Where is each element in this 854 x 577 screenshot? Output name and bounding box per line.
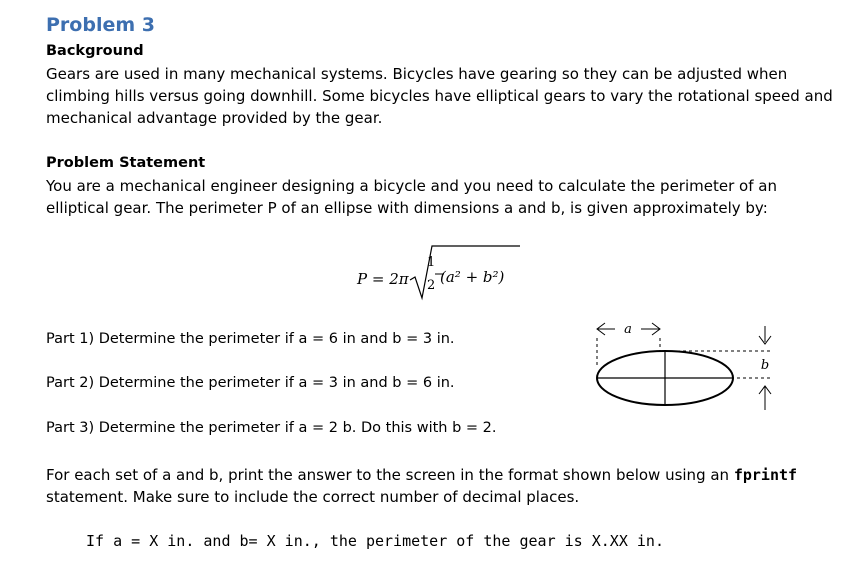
a-label: a (624, 322, 632, 337)
output-format: If a = X in. and b= X in., the perimeter of the gear is X.XX in. (86, 532, 664, 550)
part-3: Part 3) Determine the perimeter if a = 2 b. Do this with b = 2. (46, 420, 497, 436)
b-label: b (760, 358, 770, 373)
formula-paren: (a² + b²) (440, 268, 505, 286)
formula-denominator: 2 (427, 278, 436, 293)
part-1: Part 1) Determine the perimeter if a = 6 in and b = 3 in. (46, 331, 455, 347)
instructions-pre: For each set of a and b, print the answer to the screen in the format shown below using an (46, 466, 734, 484)
part-2: Part 2) Determine the perimeter if a = 3 in and b = 6 in. (46, 375, 455, 391)
problem-statement-heading: Problem Statement (46, 155, 206, 171)
formula-lhs: P = 2π (357, 270, 409, 288)
background-text: Gears are used in many mechanical systems. Bicycles have gearing so they can be adjusted when climbing hills versus going downhill. Some bicycles have elliptical gears to vary the rotational speed and mechanical advantage provided by the gear. (46, 65, 833, 127)
ellipse-diagram (585, 318, 785, 416)
background-heading: Background (46, 43, 144, 59)
instructions-post: statement. Make sure to include the correct number of decimal places. (46, 488, 580, 506)
problem-statement-text: You are a mechanical engineer designing a bicycle and you need to calculate the perimeter of an elliptical gear. The perimeter P of an ellipse with dimensions a and b, is given approximately by: (46, 177, 777, 217)
instructions-text (46, 464, 836, 508)
problem-title: Problem 3 (46, 14, 155, 36)
formula-numerator: 1 (427, 255, 436, 270)
fprintf-code: fprintf (733, 466, 798, 484)
